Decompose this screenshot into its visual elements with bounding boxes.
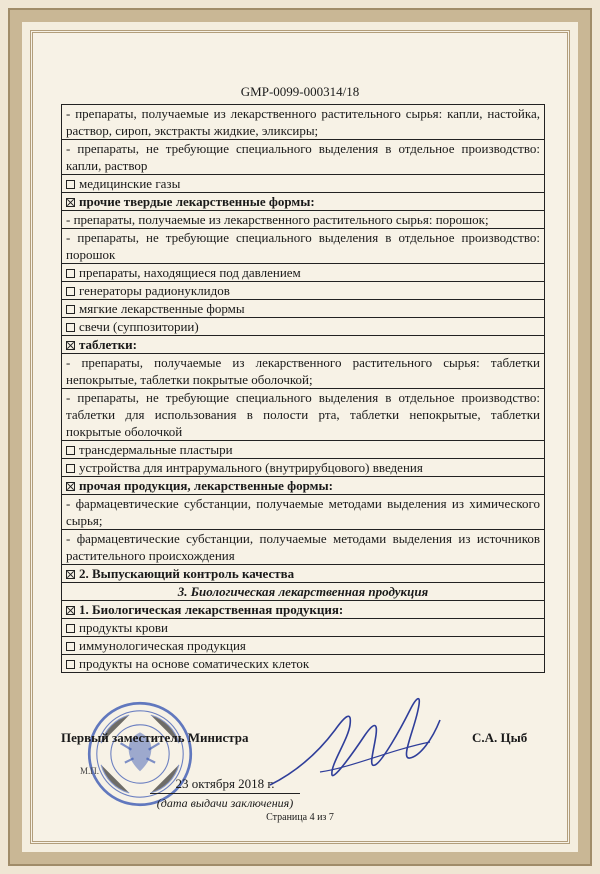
table-row: [61, 441, 545, 459]
table-row: [61, 354, 545, 389]
row-text: - препараты, получаемые из лекарственного растительного сырья: капли, настойка, раствор, сироп, экстракты жидкие, эликсиры;: [66, 106, 540, 138]
table-row: [61, 105, 545, 140]
table-row: [61, 637, 545, 655]
row-text: медицинские газы: [79, 176, 181, 191]
row-text: - препараты, не требующие специального выделения в отдельное производство: таблетки для использования в полости рта, таблетки непокрытые, таблетки покрытые оболочкой: [66, 390, 540, 439]
signatory-name: С.А. Цыб: [472, 730, 528, 745]
row-text: - фармацевтические субстанции, получаемые методами выделения из химического сырья;: [66, 496, 540, 528]
unchecked-checkbox-icon: [66, 287, 75, 296]
table-row: [61, 655, 545, 673]
row-text: - препараты, получаемые из лекарственного растительного сырья: таблетки непокрытые, таблетки покрытые оболочкой;: [66, 355, 540, 387]
row-text: 2. Выпускающий контроль качества: [79, 566, 295, 581]
row-text: прочая продукция, лекарственные формы:: [79, 478, 333, 493]
page-number: Страница 4 из 7: [266, 812, 334, 823]
row-text: свечи (суппозитории): [79, 319, 199, 334]
unchecked-checkbox-icon: [66, 660, 75, 669]
table-row: [61, 282, 545, 300]
unchecked-checkbox-icon: [66, 269, 75, 278]
table-row: [61, 601, 545, 619]
table-row: [61, 336, 545, 354]
row-text: прочие твердые лекарственные формы:: [79, 194, 315, 209]
unchecked-checkbox-icon: [66, 305, 75, 314]
table-row: [61, 477, 545, 495]
row-text: продукты на основе соматических клеток: [79, 656, 310, 671]
table-row: [61, 264, 545, 282]
row-text: трансдермальные пластыри: [79, 442, 233, 457]
unchecked-checkbox-icon: [66, 464, 75, 473]
table-row: [61, 530, 545, 565]
row-text: - фармацевтические субстанции, получаемые методами выделения из источников растительного происхождения: [66, 531, 540, 563]
checked-checkbox-icon: [66, 570, 75, 579]
seal-place-label: М.П.: [80, 766, 100, 776]
table-row: [61, 389, 545, 441]
row-text: 1. Биологическая лекарственная продукция:: [79, 602, 344, 617]
table-row: [61, 211, 545, 229]
table-row: [61, 229, 545, 264]
checked-checkbox-icon: [66, 482, 75, 491]
row-text: генераторы радионуклидов: [79, 283, 230, 298]
table-row: [61, 175, 545, 193]
table-row: [61, 565, 545, 583]
row-text: - препараты, получаемые из лекарственного растительного сырья: порошок;: [66, 212, 489, 227]
row-text: 3. Биологическая лекарственная продукция: [177, 584, 429, 599]
products-table: [61, 104, 545, 673]
table-row: [61, 495, 545, 530]
table-row: [61, 459, 545, 477]
unchecked-checkbox-icon: [66, 180, 75, 189]
row-text: иммунологическая продукция: [79, 638, 246, 653]
table-row: [61, 619, 545, 637]
row-text: - препараты, не требующие специального выделения в отдельное производство: капли, раствор: [66, 141, 540, 173]
signatory-title: Первый заместитель Министра: [61, 730, 249, 745]
checked-checkbox-icon: [66, 198, 75, 207]
row-text: продукты крови: [79, 620, 168, 635]
unchecked-checkbox-icon: [66, 446, 75, 455]
row-text: мягкие лекарственные формы: [79, 301, 245, 316]
row-text: - препараты, не требующие специального выделения в отдельное производство: порошок: [66, 230, 540, 262]
document-number: GMP-0099-000314/18: [240, 84, 360, 99]
issue-date-caption: (дата выдачи заключения): [156, 796, 294, 810]
row-text: устройства для интрарумального (внутрирубцового) введения: [79, 460, 423, 475]
row-text: препараты, находящиеся под давлением: [79, 265, 301, 280]
table-row: [61, 193, 545, 211]
table-row: [61, 583, 545, 601]
table-row: [61, 300, 545, 318]
table-row: [61, 318, 545, 336]
table-row: [61, 140, 545, 175]
issue-date: 23 октября 2018 г.: [150, 776, 300, 794]
unchecked-checkbox-icon: [66, 323, 75, 332]
unchecked-checkbox-icon: [66, 642, 75, 651]
checked-checkbox-icon: [66, 341, 75, 350]
unchecked-checkbox-icon: [66, 624, 75, 633]
row-text: таблетки:: [79, 337, 137, 352]
checked-checkbox-icon: [66, 606, 75, 615]
